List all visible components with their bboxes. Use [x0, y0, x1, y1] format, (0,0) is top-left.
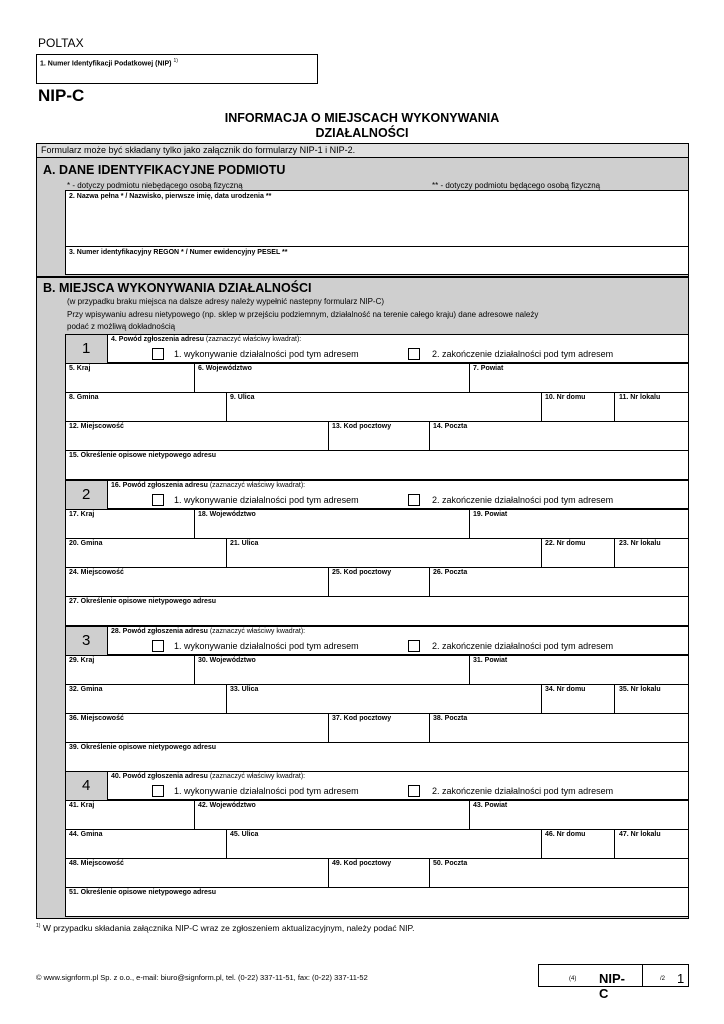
- option-1-label: 1. wykonywanie działalności pod tym adresem: [174, 349, 359, 359]
- option-1-checkbox[interactable]: [152, 640, 164, 652]
- option-1-checkbox[interactable]: [152, 348, 164, 360]
- flat-no-field[interactable]: 23. Nr lokalu: [619, 540, 661, 547]
- option-2-label: 2. zakończenie działalności pod tym adresem: [432, 495, 614, 505]
- section-b-title: B. MIEJSCA WYKONYWANIA DZIAŁALNOŚCI: [43, 281, 312, 295]
- house-no-field[interactable]: 22. Nr domu: [545, 540, 586, 547]
- reason-field: 4. Powód zgłoszenia adresu (zaznaczyć właściwy kwadrat): 1. wykonywanie działalności pod tym adresem 2. zakończenie działalności pod tym adresem: [107, 334, 689, 363]
- voivodeship-field[interactable]: 30. Województwo: [198, 657, 256, 664]
- section-a-title: A. DANE IDENTYFIKACYJNE PODMIOTU: [43, 163, 286, 177]
- footer-form-code: NIP-C (4): [538, 964, 643, 987]
- flat-no-field[interactable]: 11. Nr lokalu: [619, 394, 661, 401]
- footer-page: 1 /2: [643, 964, 689, 987]
- form-code: NIP-C: [38, 86, 85, 105]
- voivodeship-field[interactable]: 18. Województwo: [198, 511, 256, 518]
- section-a-note-left: * - dotyczy podmiotu niebędącego osobą fizyczną: [67, 181, 243, 190]
- option-2-label: 2. zakończenie działalności pod tym adresem: [432, 641, 614, 651]
- country-field[interactable]: 29. Kraj: [69, 657, 95, 664]
- regon-pesel-label: 3. Numer identyfikacyjny REGON * / Numer ewidencyjny PESEL **: [69, 249, 288, 256]
- post-office-field[interactable]: 26. Poczta: [433, 569, 468, 576]
- city-field[interactable]: 24. Miejscowość: [69, 569, 124, 576]
- description-field[interactable]: 39. Określenie opisowe nietypowego adresu: [69, 744, 217, 751]
- option-2-checkbox[interactable]: [408, 785, 420, 797]
- option-1-label: 1. wykonywanie działalności pod tym adresem: [174, 641, 359, 651]
- commune-field[interactable]: 32. Gmina: [69, 686, 103, 693]
- section-b-note-1: (w przypadku braku miejsca na dalsze adresy należy wypełnić nastepny formularz NIP-C): [67, 297, 385, 306]
- usage-note: Formularz może być składany tylko jako załącznik do formularzy NIP-1 i NIP-2.: [36, 143, 689, 158]
- section-b-note-2: Przy wpisywaniu adresu nietypowego (np. sklep w przejściu podziemnym, działalność na terenie całego kraju) dane adresowe należy: [67, 310, 539, 319]
- country-field[interactable]: 17. Kraj: [69, 511, 95, 518]
- nip-label: 1. Numer Identyfikacji Podatkowej (NIP) $^{1)}$: [40, 58, 178, 68]
- section-b-note-3: podać z możliwą dokładnością: [67, 322, 176, 331]
- reason-field: 16. Powód zgłoszenia adresu (zaznaczyć właściwy kwadrat): 1. wykonywanie działalności pod tym adresem 2. zakończenie działalności pod tym adresem: [107, 480, 689, 509]
- nip-field[interactable]: [36, 54, 318, 84]
- post-office-field[interactable]: 50. Poczta: [433, 860, 468, 867]
- city-field[interactable]: 36. Miejscowość: [69, 715, 124, 722]
- house-no-field[interactable]: 34. Nr domu: [545, 686, 586, 693]
- country-field[interactable]: 5. Kraj: [69, 365, 91, 372]
- voivodeship-field[interactable]: 42. Województwo: [198, 802, 256, 809]
- post-office-field[interactable]: 14. Poczta: [433, 423, 468, 430]
- footer-contact: © www.signform.pl Sp. z o.o., e-mail: biuro@signform.pl, tel. (0-22) 337-11-51, fax: (0-22) 337-11-52: [36, 973, 368, 982]
- post-office-field[interactable]: 38. Poczta: [433, 715, 468, 722]
- address-number: 2: [82, 486, 91, 503]
- address-number: 4: [82, 777, 91, 794]
- option-2-checkbox[interactable]: [408, 640, 420, 652]
- commune-field[interactable]: 20. Gmina: [69, 540, 103, 547]
- description-field[interactable]: 15. Określenie opisowe nietypowego adresu: [69, 452, 217, 459]
- postal-code-field[interactable]: 37. Kod pocztowy: [332, 715, 392, 722]
- address-number: 3: [82, 632, 91, 649]
- county-field[interactable]: 43. Powiat: [473, 802, 508, 809]
- street-field[interactable]: 9. Ulica: [230, 394, 255, 401]
- reason-field: 28. Powód zgłoszenia adresu (zaznaczyć właściwy kwadrat): 1. wykonywanie działalności pod tym adresem 2. zakończenie działalności pod tym adresem: [107, 626, 689, 655]
- flat-no-field[interactable]: 47. Nr lokalu: [619, 831, 661, 838]
- footnote: $^{1)}$ W przypadku składania załącznika NIP-C wraz ze zgłoszeniem aktualizacyjnym, należy podać NIP.: [36, 923, 415, 933]
- section-a-note-right: ** - dotyczy podmiotu będącego osobą fizyczną: [432, 181, 601, 190]
- option-2-label: 2. zakończenie działalności pod tym adresem: [432, 349, 614, 359]
- postal-code-field[interactable]: 49. Kod pocztowy: [332, 860, 392, 867]
- option-1-label: 1. wykonywanie działalności pod tym adresem: [174, 495, 359, 505]
- street-field[interactable]: 45. Ulica: [230, 831, 259, 838]
- publisher-label: POLTAX: [38, 36, 84, 50]
- description-field[interactable]: 51. Określenie opisowe nietypowego adresu: [69, 889, 217, 896]
- option-2-label: 2. zakończenie działalności pod tym adresem: [432, 786, 614, 796]
- option-1-checkbox[interactable]: [152, 494, 164, 506]
- country-field[interactable]: 41. Kraj: [69, 802, 95, 809]
- house-no-field[interactable]: 46. Nr domu: [545, 831, 586, 838]
- description-field[interactable]: 27. Określenie opisowe nietypowego adresu: [69, 598, 217, 605]
- city-field[interactable]: 48. Miejscowość: [69, 860, 124, 867]
- option-2-checkbox[interactable]: [408, 348, 420, 360]
- street-field[interactable]: 21. Ulica: [230, 540, 259, 547]
- voivodeship-field[interactable]: 6. Województwo: [198, 365, 252, 372]
- street-field[interactable]: 33. Ulica: [230, 686, 259, 693]
- form-title: INFORMACJA O MIEJSCACH WYKONYWANIA DZIAŁALNOŚCI: [224, 111, 500, 140]
- postal-code-field[interactable]: 13. Kod pocztowy: [332, 423, 392, 430]
- flat-no-field[interactable]: 35. Nr lokalu: [619, 686, 661, 693]
- commune-field[interactable]: 8. Gmina: [69, 394, 99, 401]
- house-no-field[interactable]: 10. Nr domu: [545, 394, 586, 401]
- option-2-checkbox[interactable]: [408, 494, 420, 506]
- city-field[interactable]: 12. Miejscowość: [69, 423, 124, 430]
- full-name-field[interactable]: [65, 190, 689, 247]
- commune-field[interactable]: 44. Gmina: [69, 831, 103, 838]
- option-1-checkbox[interactable]: [152, 785, 164, 797]
- county-field[interactable]: 31. Powiat: [473, 657, 508, 664]
- postal-code-field[interactable]: 25. Kod pocztowy: [332, 569, 392, 576]
- county-field[interactable]: 7. Powiat: [473, 365, 504, 372]
- regon-pesel-field[interactable]: [65, 246, 689, 275]
- full-name-label: 2. Nazwa pełna * / Nazwisko, pierwsze imię, data urodzenia **: [69, 193, 272, 200]
- reason-field: 40. Powód zgłoszenia adresu (zaznaczyć właściwy kwadrat): 1. wykonywanie działalności pod tym adresem 2. zakończenie działalności pod tym adresem: [107, 771, 689, 800]
- address-number: 1: [82, 340, 91, 357]
- county-field[interactable]: 19. Powiat: [473, 511, 508, 518]
- option-1-label: 1. wykonywanie działalności pod tym adresem: [174, 786, 359, 796]
